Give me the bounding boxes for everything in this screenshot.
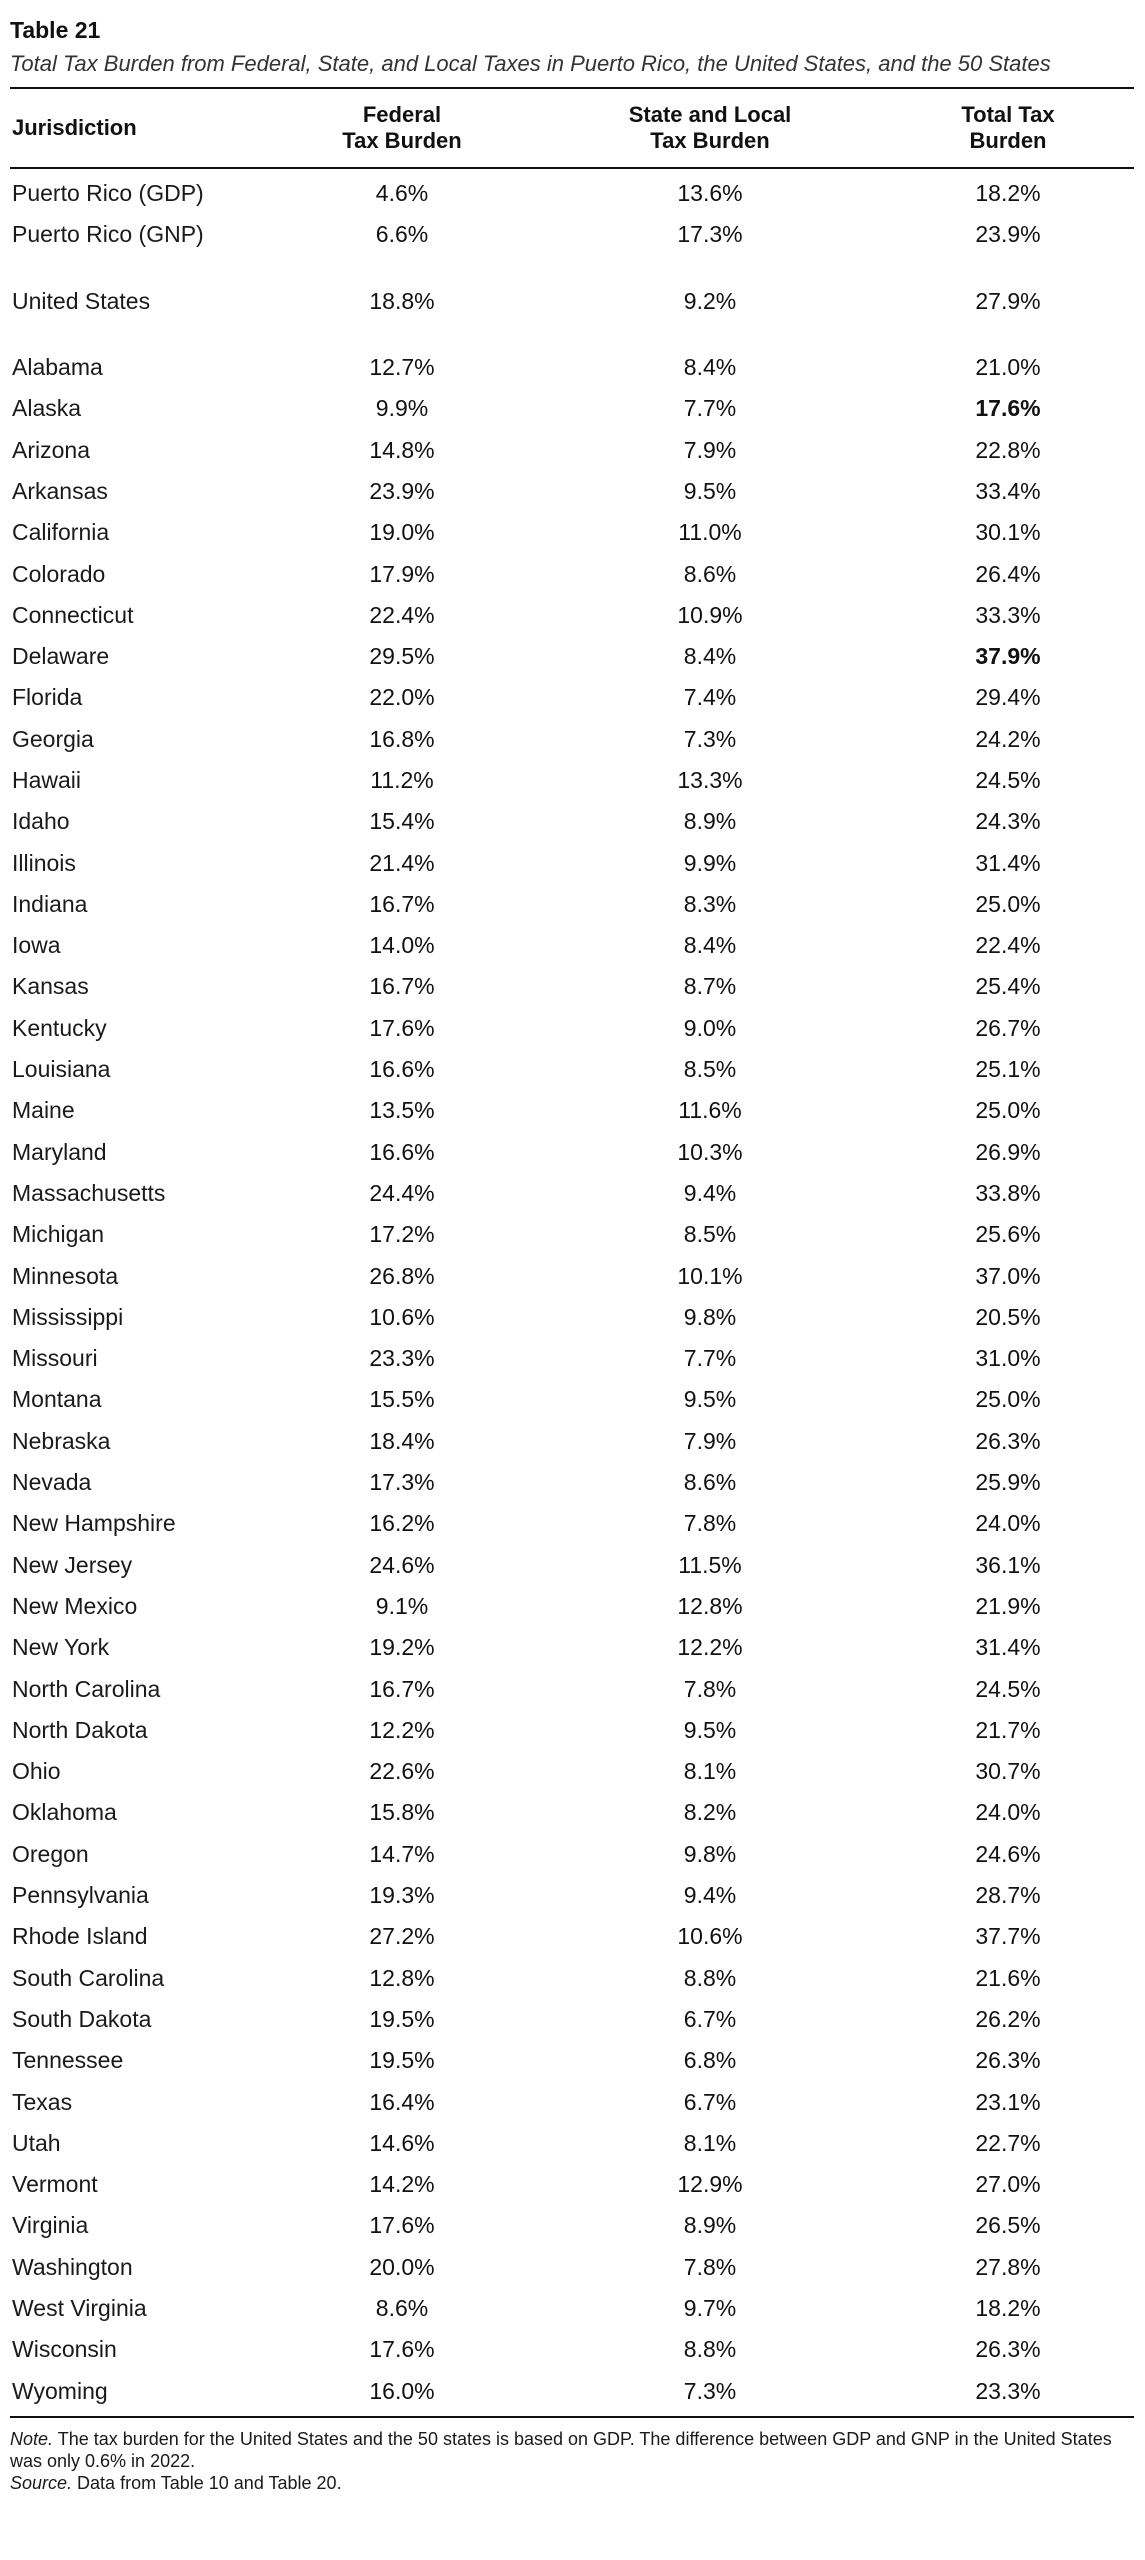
cell-federal: 16.7% bbox=[369, 973, 435, 1000]
table-row bbox=[10, 1214, 1134, 1255]
cell-state-local: 8.6% bbox=[683, 560, 737, 587]
cell-total: 17.6% bbox=[975, 395, 1041, 422]
cell-federal: 4.6% bbox=[375, 180, 429, 207]
cell-total: 33.4% bbox=[975, 477, 1041, 504]
cell-jurisdiction: Utah bbox=[12, 2129, 61, 2156]
cell-federal: 22.6% bbox=[369, 1758, 435, 1785]
cell-jurisdiction: Virginia bbox=[12, 2212, 89, 2239]
cell-total: 21.7% bbox=[975, 1716, 1041, 1743]
table-row bbox=[10, 553, 1134, 594]
cell-jurisdiction: Alabama bbox=[12, 354, 103, 381]
cell-jurisdiction: Washington bbox=[12, 2253, 133, 2280]
table-row bbox=[10, 719, 1134, 760]
table-row bbox=[10, 2123, 1134, 2164]
cell-state-local: 9.0% bbox=[683, 1014, 737, 1041]
cell-federal: 17.6% bbox=[369, 1014, 435, 1041]
cell-total: 24.0% bbox=[975, 1510, 1041, 1537]
cell-federal: 20.0% bbox=[369, 2253, 435, 2280]
cell-jurisdiction: New Hampshire bbox=[12, 1510, 176, 1537]
table-row bbox=[10, 1462, 1134, 1503]
cell-jurisdiction: New York bbox=[12, 1634, 110, 1661]
cell-total: 28.7% bbox=[975, 1882, 1041, 1909]
cell-federal: 29.5% bbox=[369, 643, 435, 670]
cell-jurisdiction: Puerto Rico (GNP) bbox=[12, 221, 204, 248]
note-line bbox=[10, 2428, 1134, 2472]
cell-total: 26.7% bbox=[975, 1014, 1041, 1041]
cell-jurisdiction: Oklahoma bbox=[12, 1799, 117, 1826]
table-row bbox=[10, 2164, 1134, 2205]
table-number: Table 21 bbox=[10, 17, 101, 43]
cell-federal: 6.6% bbox=[375, 221, 429, 248]
cell-jurisdiction: Iowa bbox=[12, 932, 61, 959]
cell-total: 27.0% bbox=[975, 2171, 1041, 2198]
cell-jurisdiction: Georgia bbox=[12, 725, 94, 752]
cell-federal: 14.6% bbox=[369, 2129, 435, 2156]
cell-state-local: 11.5% bbox=[678, 1551, 742, 1578]
cell-federal: 19.2% bbox=[369, 1634, 435, 1661]
cell-jurisdiction: Nevada bbox=[12, 1469, 92, 1496]
table-row bbox=[10, 1379, 1134, 1420]
header-state-line1: State and Local bbox=[628, 102, 792, 127]
bottom-rule bbox=[10, 2416, 1134, 2418]
cell-federal: 16.7% bbox=[369, 1675, 435, 1702]
cell-total: 23.1% bbox=[975, 2088, 1041, 2115]
cell-jurisdiction: Tennessee bbox=[12, 2047, 124, 2074]
cell-state-local: 9.2% bbox=[683, 287, 737, 314]
cell-jurisdiction: Nebraska bbox=[12, 1427, 111, 1454]
table-body bbox=[10, 173, 1134, 2412]
cell-jurisdiction: Rhode Island bbox=[12, 1923, 148, 1950]
table-row bbox=[10, 471, 1134, 512]
cell-state-local: 8.8% bbox=[683, 1964, 737, 1991]
table-row bbox=[10, 173, 1134, 214]
cell-total: 26.9% bbox=[975, 1138, 1041, 1165]
cell-jurisdiction: North Dakota bbox=[12, 1716, 148, 1743]
cell-total: 25.0% bbox=[975, 890, 1041, 917]
cell-total: 26.3% bbox=[975, 1427, 1041, 1454]
table-row bbox=[10, 966, 1134, 1007]
cell-total: 23.9% bbox=[975, 221, 1041, 248]
cell-state-local: 7.7% bbox=[683, 395, 737, 422]
cell-state-local: 10.9% bbox=[677, 601, 743, 628]
cell-state-local: 7.8% bbox=[683, 1675, 737, 1702]
cell-jurisdiction: Kansas bbox=[12, 973, 89, 1000]
table-row bbox=[10, 1338, 1134, 1379]
cell-total: 29.4% bbox=[975, 684, 1041, 711]
source-label: Source. bbox=[10, 2472, 73, 2493]
cell-jurisdiction: Texas bbox=[12, 2088, 73, 2115]
cell-total: 26.4% bbox=[975, 560, 1041, 587]
table-row bbox=[10, 2205, 1134, 2246]
cell-jurisdiction: Wyoming bbox=[12, 2377, 108, 2404]
cell-jurisdiction: Delaware bbox=[12, 643, 110, 670]
cell-federal: 17.3% bbox=[369, 1469, 435, 1496]
cell-federal: 16.4% bbox=[369, 2088, 435, 2115]
cell-total: 24.0% bbox=[975, 1799, 1041, 1826]
cell-federal: 12.2% bbox=[369, 1716, 435, 1743]
cell-state-local: 9.4% bbox=[683, 1179, 737, 1206]
table-row bbox=[10, 388, 1134, 429]
cell-state-local: 8.9% bbox=[683, 2212, 737, 2239]
cell-federal: 16.0% bbox=[369, 2377, 435, 2404]
table-notes bbox=[10, 2428, 1134, 2494]
cell-total: 30.1% bbox=[975, 519, 1041, 546]
table-row bbox=[10, 1710, 1134, 1751]
header-federal-line2: Tax Burden bbox=[342, 128, 462, 153]
cell-total: 25.0% bbox=[975, 1097, 1041, 1124]
cell-jurisdiction: Connecticut bbox=[12, 601, 134, 628]
cell-jurisdiction: South Carolina bbox=[12, 1964, 165, 1991]
cell-state-local: 7.9% bbox=[683, 436, 737, 463]
cell-total: 23.3% bbox=[975, 2377, 1041, 2404]
cell-total: 24.6% bbox=[975, 1840, 1041, 1867]
cell-federal: 12.8% bbox=[369, 1964, 435, 1991]
cell-federal: 19.0% bbox=[369, 519, 435, 546]
cell-federal: 22.0% bbox=[369, 684, 435, 711]
cell-jurisdiction: Oregon bbox=[12, 1840, 89, 1867]
cell-federal: 17.2% bbox=[369, 1221, 435, 1248]
cell-total: 26.5% bbox=[975, 2212, 1041, 2239]
cell-state-local: 10.6% bbox=[677, 1923, 743, 1950]
cell-jurisdiction: Minnesota bbox=[12, 1262, 119, 1289]
cell-federal: 27.2% bbox=[369, 1923, 435, 1950]
cell-jurisdiction: Missouri bbox=[12, 1345, 98, 1372]
cell-federal: 14.2% bbox=[369, 2171, 435, 2198]
cell-jurisdiction: Maryland bbox=[12, 1138, 107, 1165]
table-row bbox=[10, 1792, 1134, 1833]
table-row bbox=[10, 1132, 1134, 1173]
cell-state-local: 6.8% bbox=[683, 2047, 737, 2074]
table-caption: Total Tax Burden from Federal, State, and Local Taxes in Puerto Rico, the United States, and the 50 States bbox=[10, 51, 1051, 76]
cell-jurisdiction: West Virginia bbox=[12, 2294, 147, 2321]
cell-jurisdiction: Illinois bbox=[12, 849, 76, 876]
table-row bbox=[10, 925, 1134, 966]
cell-total: 22.4% bbox=[975, 932, 1041, 959]
cell-state-local: 8.1% bbox=[683, 1758, 737, 1785]
cell-jurisdiction: Arizona bbox=[12, 436, 90, 463]
cell-total: 22.7% bbox=[975, 2129, 1041, 2156]
cell-federal: 23.9% bbox=[369, 477, 435, 504]
table-row bbox=[10, 884, 1134, 925]
table-row bbox=[10, 2370, 1134, 2411]
cell-federal: 14.0% bbox=[369, 932, 435, 959]
cell-jurisdiction: South Dakota bbox=[12, 2005, 152, 2032]
cell-total: 37.0% bbox=[975, 1262, 1041, 1289]
table-row bbox=[10, 1916, 1134, 1957]
cell-federal: 15.4% bbox=[369, 808, 435, 835]
table-row bbox=[10, 2081, 1134, 2122]
table-row bbox=[10, 677, 1134, 718]
cell-total: 24.5% bbox=[975, 1675, 1041, 1702]
cell-state-local: 7.3% bbox=[683, 725, 737, 752]
cell-federal: 24.6% bbox=[369, 1551, 435, 1578]
table-row bbox=[10, 2288, 1134, 2329]
cell-state-local: 8.4% bbox=[683, 932, 737, 959]
cell-federal: 9.1% bbox=[375, 1592, 429, 1619]
cell-state-local: 10.3% bbox=[677, 1138, 743, 1165]
cell-state-local: 8.5% bbox=[683, 1221, 737, 1248]
header-jurisdiction: Jurisdiction bbox=[12, 115, 137, 140]
cell-jurisdiction: Florida bbox=[12, 684, 83, 711]
cell-state-local: 8.3% bbox=[683, 890, 737, 917]
header-state-line2: Tax Burden bbox=[650, 128, 770, 153]
cell-federal: 16.7% bbox=[369, 890, 435, 917]
cell-total: 33.3% bbox=[975, 601, 1041, 628]
cell-federal: 19.5% bbox=[369, 2005, 435, 2032]
cell-federal: 17.6% bbox=[369, 2336, 435, 2363]
table-row bbox=[10, 1008, 1134, 1049]
cell-state-local: 9.8% bbox=[683, 1840, 737, 1867]
table-row bbox=[10, 429, 1134, 470]
cell-jurisdiction: Ohio bbox=[12, 1758, 61, 1785]
cell-federal: 18.8% bbox=[369, 287, 435, 314]
header-total-line1: Total Tax bbox=[961, 102, 1055, 127]
cell-jurisdiction: Puerto Rico (GDP) bbox=[12, 180, 204, 207]
table-row bbox=[10, 1090, 1134, 1131]
note-text: The tax burden for the United States and the 50 states is based on GDP. The difference between GDP and GNP in the United States was only 0.6% in 2022. bbox=[10, 2428, 1112, 2471]
cell-jurisdiction: Arkansas bbox=[12, 477, 108, 504]
cell-total: 24.5% bbox=[975, 767, 1041, 793]
cell-total: 18.2% bbox=[975, 180, 1041, 207]
cell-state-local: 13.6% bbox=[677, 180, 743, 207]
cell-total: 26.2% bbox=[975, 2005, 1041, 2032]
table-row bbox=[10, 1255, 1134, 1296]
table-row bbox=[10, 512, 1134, 553]
cell-state-local: 9.4% bbox=[683, 1882, 737, 1909]
cell-total: 25.1% bbox=[975, 1056, 1041, 1083]
cell-federal: 24.4% bbox=[369, 1179, 435, 1206]
cell-state-local: 12.8% bbox=[677, 1592, 743, 1619]
table-row bbox=[10, 1834, 1134, 1875]
cell-state-local: 7.3% bbox=[683, 2377, 737, 2404]
cell-state-local: 8.8% bbox=[683, 2336, 737, 2363]
cell-jurisdiction: Maine bbox=[12, 1097, 75, 1124]
table-row bbox=[10, 2040, 1134, 2081]
cell-federal: 13.5% bbox=[369, 1097, 435, 1124]
cell-total: 33.8% bbox=[975, 1179, 1041, 1206]
cell-federal: 15.5% bbox=[369, 1386, 435, 1413]
cell-state-local: 9.8% bbox=[683, 1303, 737, 1330]
cell-federal: 12.7% bbox=[369, 354, 435, 381]
cell-total: 36.1% bbox=[975, 1551, 1041, 1578]
header-federal bbox=[302, 102, 502, 154]
cell-total: 27.9% bbox=[975, 287, 1041, 314]
cell-jurisdiction: Massachusetts bbox=[12, 1179, 166, 1206]
cell-state-local: 7.9% bbox=[683, 1427, 737, 1454]
table-row bbox=[10, 1421, 1134, 1462]
cell-jurisdiction: New Jersey bbox=[12, 1551, 133, 1578]
cell-jurisdiction: Michigan bbox=[12, 1221, 105, 1248]
cell-state-local: 9.5% bbox=[683, 477, 737, 504]
table-row bbox=[10, 1297, 1134, 1338]
cell-federal: 16.6% bbox=[369, 1056, 435, 1083]
cell-total: 24.2% bbox=[975, 725, 1041, 752]
cell-total: 25.4% bbox=[975, 973, 1041, 1000]
cell-total: 26.3% bbox=[975, 2047, 1041, 2074]
cell-jurisdiction: California bbox=[12, 519, 110, 546]
cell-jurisdiction: Alaska bbox=[12, 395, 82, 422]
cell-state-local: 11.0% bbox=[678, 519, 742, 546]
cell-state-local: 6.7% bbox=[683, 2088, 737, 2115]
table-row bbox=[10, 281, 1134, 322]
cell-federal: 16.8% bbox=[369, 725, 435, 752]
table-row bbox=[10, 347, 1134, 388]
table-row bbox=[10, 214, 1134, 255]
header-federal-line1: Federal bbox=[362, 102, 442, 127]
cell-federal: 14.8% bbox=[369, 436, 435, 463]
cell-total: 22.8% bbox=[975, 436, 1041, 463]
cell-state-local: 12.9% bbox=[677, 2171, 743, 2198]
cell-state-local: 9.5% bbox=[683, 1386, 737, 1413]
cell-jurisdiction: Wisconsin bbox=[12, 2336, 117, 2363]
cell-federal: 17.6% bbox=[369, 2212, 435, 2239]
cell-jurisdiction: Colorado bbox=[12, 560, 106, 587]
header-total-line2: Burden bbox=[969, 128, 1047, 153]
cell-state-local: 6.7% bbox=[683, 2005, 737, 2032]
table-row bbox=[10, 1586, 1134, 1627]
table-row bbox=[10, 595, 1134, 636]
cell-jurisdiction: Vermont bbox=[12, 2171, 98, 2198]
table-row bbox=[10, 1751, 1134, 1792]
cell-total: 27.8% bbox=[975, 2253, 1041, 2280]
cell-total: 18.2% bbox=[975, 2294, 1041, 2321]
cell-state-local: 13.3% bbox=[677, 767, 743, 793]
table-row bbox=[10, 1049, 1134, 1090]
cell-state-local: 11.6% bbox=[678, 1097, 742, 1124]
cell-state-local: 7.8% bbox=[683, 2253, 737, 2280]
table-row bbox=[10, 1668, 1134, 1709]
cell-total: 21.0% bbox=[975, 354, 1041, 381]
cell-state-local: 8.5% bbox=[683, 1056, 737, 1083]
cell-total: 37.7% bbox=[975, 1923, 1041, 1950]
cell-jurisdiction: Mississippi bbox=[12, 1303, 124, 1330]
cell-state-local: 8.2% bbox=[683, 1799, 737, 1826]
cell-total: 20.5% bbox=[975, 1303, 1041, 1330]
cell-federal: 11.2% bbox=[370, 767, 434, 793]
cell-state-local: 9.7% bbox=[683, 2294, 737, 2321]
header-total bbox=[908, 102, 1108, 154]
cell-state-local: 8.4% bbox=[683, 643, 737, 670]
cell-total: 30.7% bbox=[975, 1758, 1041, 1785]
cell-total: 25.9% bbox=[975, 1469, 1041, 1496]
cell-federal: 14.7% bbox=[369, 1840, 435, 1867]
cell-state-local: 8.1% bbox=[683, 2129, 737, 2156]
cell-federal: 23.3% bbox=[369, 1345, 435, 1372]
source-line bbox=[10, 2472, 1134, 2494]
cell-state-local: 8.6% bbox=[683, 1469, 737, 1496]
cell-state-local: 9.9% bbox=[683, 849, 737, 876]
table-row bbox=[10, 1957, 1134, 1998]
cell-total: 24.3% bbox=[975, 808, 1041, 835]
table-row bbox=[10, 1173, 1134, 1214]
cell-federal: 10.6% bbox=[369, 1303, 435, 1330]
cell-state-local: 8.4% bbox=[683, 354, 737, 381]
cell-federal: 15.8% bbox=[369, 1799, 435, 1826]
cell-total: 37.9% bbox=[975, 643, 1041, 670]
table-header bbox=[10, 89, 1134, 169]
cell-total: 26.3% bbox=[975, 2336, 1041, 2363]
cell-federal: 26.8% bbox=[369, 1262, 435, 1289]
cell-jurisdiction: Montana bbox=[12, 1386, 102, 1413]
cell-total: 25.0% bbox=[975, 1386, 1041, 1413]
cell-jurisdiction: Hawaii bbox=[12, 767, 82, 793]
table-row bbox=[10, 801, 1134, 842]
cell-state-local: 8.9% bbox=[683, 808, 737, 835]
note-label: Note. bbox=[10, 2428, 54, 2449]
table-row bbox=[10, 2329, 1134, 2370]
table-row bbox=[10, 636, 1134, 677]
cell-federal: 16.6% bbox=[369, 1138, 435, 1165]
table-row bbox=[10, 842, 1134, 883]
cell-federal: 8.6% bbox=[375, 2294, 429, 2321]
cell-jurisdiction: United States bbox=[12, 287, 151, 314]
cell-state-local: 10.1% bbox=[677, 1262, 743, 1289]
cell-jurisdiction: Pennsylvania bbox=[12, 1882, 149, 1909]
cell-state-local: 12.2% bbox=[677, 1634, 743, 1661]
cell-jurisdiction: North Carolina bbox=[12, 1675, 161, 1702]
table-row bbox=[10, 760, 1134, 801]
cell-federal: 9.9% bbox=[375, 395, 429, 422]
cell-state-local: 8.7% bbox=[683, 973, 737, 1000]
cell-state-local: 7.4% bbox=[683, 684, 737, 711]
cell-state-local: 17.3% bbox=[677, 221, 743, 248]
cell-federal: 21.4% bbox=[369, 849, 435, 876]
table-row bbox=[10, 1545, 1134, 1586]
table-row bbox=[10, 1503, 1134, 1544]
cell-federal: 18.4% bbox=[369, 1427, 435, 1454]
cell-total: 31.4% bbox=[975, 849, 1041, 876]
table-row bbox=[10, 1627, 1134, 1668]
cell-jurisdiction: Idaho bbox=[12, 808, 70, 835]
cell-jurisdiction: Kentucky bbox=[12, 1014, 107, 1041]
table-row bbox=[10, 2247, 1134, 2288]
cell-total: 31.0% bbox=[975, 1345, 1041, 1372]
cell-total: 31.4% bbox=[975, 1634, 1041, 1661]
cell-federal: 22.4% bbox=[369, 601, 435, 628]
cell-jurisdiction: New Mexico bbox=[12, 1592, 138, 1619]
cell-total: 21.6% bbox=[975, 1964, 1041, 1991]
table-row bbox=[10, 1875, 1134, 1916]
table-row bbox=[10, 1999, 1134, 2040]
cell-federal: 17.9% bbox=[369, 560, 435, 587]
cell-total: 21.9% bbox=[975, 1592, 1041, 1619]
cell-federal: 19.3% bbox=[369, 1882, 435, 1909]
cell-state-local: 7.8% bbox=[683, 1510, 737, 1537]
header-state-local bbox=[560, 102, 860, 154]
cell-jurisdiction: Indiana bbox=[12, 890, 88, 917]
source-text: Data from Table 10 and Table 20. bbox=[72, 2472, 342, 2493]
cell-federal: 16.2% bbox=[369, 1510, 435, 1537]
cell-state-local: 9.5% bbox=[683, 1716, 737, 1743]
cell-state-local: 7.7% bbox=[683, 1345, 737, 1372]
cell-federal: 19.5% bbox=[369, 2047, 435, 2074]
cell-total: 25.6% bbox=[975, 1221, 1041, 1248]
cell-jurisdiction: Louisiana bbox=[12, 1056, 111, 1083]
